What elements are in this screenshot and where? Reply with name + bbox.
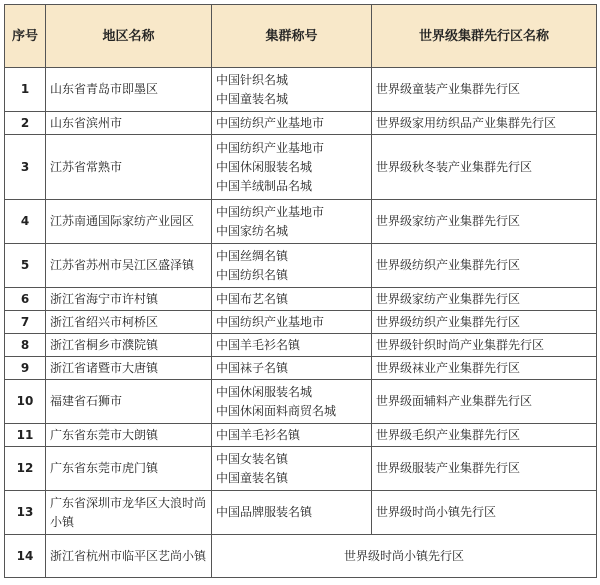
cluster-title: 中国童装名镇 <box>216 470 289 485</box>
row-number: 9 <box>5 357 46 380</box>
region-name: 山东省青岛市即墨区 <box>46 68 212 112</box>
region-name: 福建省石狮市 <box>46 380 212 424</box>
row-number: 10 <box>5 380 46 424</box>
district-name: 世界级家用纺织品产业集群先行区 <box>372 112 597 135</box>
district-name: 世界级袜业产业集群先行区 <box>372 357 597 380</box>
cluster-title: 中国纺织产业基地市 <box>216 140 325 155</box>
row-number: 13 <box>5 491 46 535</box>
district-name: 世界级毛织产业集群先行区 <box>372 424 597 447</box>
table-row <box>5 447 597 491</box>
table-row <box>5 288 597 311</box>
region-name: 浙江省杭州市临平区艺尚小镇 <box>46 535 212 578</box>
cluster-titles <box>212 244 372 288</box>
row-number: 7 <box>5 311 46 334</box>
cluster-titles <box>212 288 372 311</box>
header-region: 地区名称 <box>46 5 212 68</box>
cluster-title: 中国休闲服装名城 <box>216 159 313 174</box>
header-no: 序号 <box>5 5 46 68</box>
cluster-title: 中国休闲面料商贸名城 <box>216 403 337 418</box>
district-name: 世界级童装产业集群先行区 <box>372 68 597 112</box>
table-row <box>5 200 597 244</box>
cluster-title: 中国布艺名镇 <box>216 291 289 306</box>
cluster-title: 中国纺织产业基地市 <box>216 204 325 219</box>
cluster-title: 中国纺织产业基地市 <box>216 314 325 329</box>
district-name: 世界级针织时尚产业集群先行区 <box>372 334 597 357</box>
table-row <box>5 311 597 334</box>
row-number: 14 <box>5 535 46 578</box>
cluster-title: 中国纺织产业基地市 <box>216 115 325 130</box>
row-number: 5 <box>5 244 46 288</box>
table-row <box>5 380 597 424</box>
header-row <box>5 5 597 68</box>
district-name: 世界级面辅料产业集群先行区 <box>372 380 597 424</box>
cluster-titles <box>212 447 372 491</box>
cluster-titles <box>212 135 372 200</box>
region-name: 广东省东莞市虎门镇 <box>46 447 212 491</box>
cluster-title: 中国纺织名镇 <box>216 267 289 282</box>
cluster-title: 中国童装名城 <box>216 91 289 106</box>
region-name: 江苏省常熟市 <box>46 135 212 200</box>
district-name: 世界级纺织产业集群先行区 <box>372 311 597 334</box>
cluster-titles <box>212 491 372 535</box>
district-name: 世界级时尚小镇先行区 <box>212 535 597 578</box>
row-number: 8 <box>5 334 46 357</box>
row-number: 6 <box>5 288 46 311</box>
cluster-titles <box>212 357 372 380</box>
table-row <box>5 244 597 288</box>
table-row <box>5 491 597 535</box>
cluster-title: 中国羊毛衫名镇 <box>216 337 301 352</box>
cluster-title: 中国女装名镇 <box>216 451 289 466</box>
region-name: 广东省东莞市大朗镇 <box>46 424 212 447</box>
cluster-titles <box>212 200 372 244</box>
cluster-titles <box>212 112 372 135</box>
district-name: 世界级家纺产业集群先行区 <box>372 200 597 244</box>
cluster-title: 中国羊绒制品名城 <box>216 178 313 193</box>
district-name: 世界级时尚小镇先行区 <box>372 491 597 535</box>
district-name: 世界级服装产业集群先行区 <box>372 447 597 491</box>
table-row <box>5 424 597 447</box>
cluster-title: 中国休闲服装名城 <box>216 384 313 399</box>
region-name: 江苏南通国际家纺产业园区 <box>46 200 212 244</box>
table-row <box>5 68 597 112</box>
cluster-titles <box>212 380 372 424</box>
region-name: 江苏省苏州市吴江区盛泽镇 <box>46 244 212 288</box>
header-district: 世界级集群先行区名称 <box>372 5 597 68</box>
district-name: 世界级秋冬装产业集群先行区 <box>372 135 597 200</box>
table-row <box>5 535 597 578</box>
table-row <box>5 357 597 380</box>
row-number: 4 <box>5 200 46 244</box>
header-titles: 集群称号 <box>212 5 372 68</box>
district-name: 世界级家纺产业集群先行区 <box>372 288 597 311</box>
cluster-title: 中国袜子名镇 <box>216 360 289 375</box>
cluster-titles <box>212 424 372 447</box>
region-name: 浙江省绍兴市柯桥区 <box>46 311 212 334</box>
region-name: 浙江省桐乡市濮院镇 <box>46 334 212 357</box>
table-row <box>5 112 597 135</box>
cluster-titles <box>212 334 372 357</box>
region-name: 广东省深圳市龙华区大浪时尚小镇 <box>46 491 212 535</box>
region-name: 浙江省海宁市许村镇 <box>46 288 212 311</box>
row-number: 2 <box>5 112 46 135</box>
table-row <box>5 135 597 200</box>
table-row <box>5 334 597 357</box>
cluster-title: 中国羊毛衫名镇 <box>216 427 301 442</box>
region-name: 浙江省诸暨市大唐镇 <box>46 357 212 380</box>
region-name: 山东省滨州市 <box>46 112 212 135</box>
cluster-titles <box>212 68 372 112</box>
district-name: 世界级纺织产业集群先行区 <box>372 244 597 288</box>
cluster-title: 中国丝绸名镇 <box>216 248 289 263</box>
cluster-titles <box>212 311 372 334</box>
row-number: 3 <box>5 135 46 200</box>
cluster-title: 中国家纺名城 <box>216 223 289 238</box>
cluster-title: 中国品牌服装名镇 <box>216 505 313 519</box>
row-number: 12 <box>5 447 46 491</box>
cluster-table <box>4 4 597 578</box>
cluster-title: 中国针织名城 <box>216 72 289 87</box>
row-number: 11 <box>5 424 46 447</box>
row-number: 1 <box>5 68 46 112</box>
